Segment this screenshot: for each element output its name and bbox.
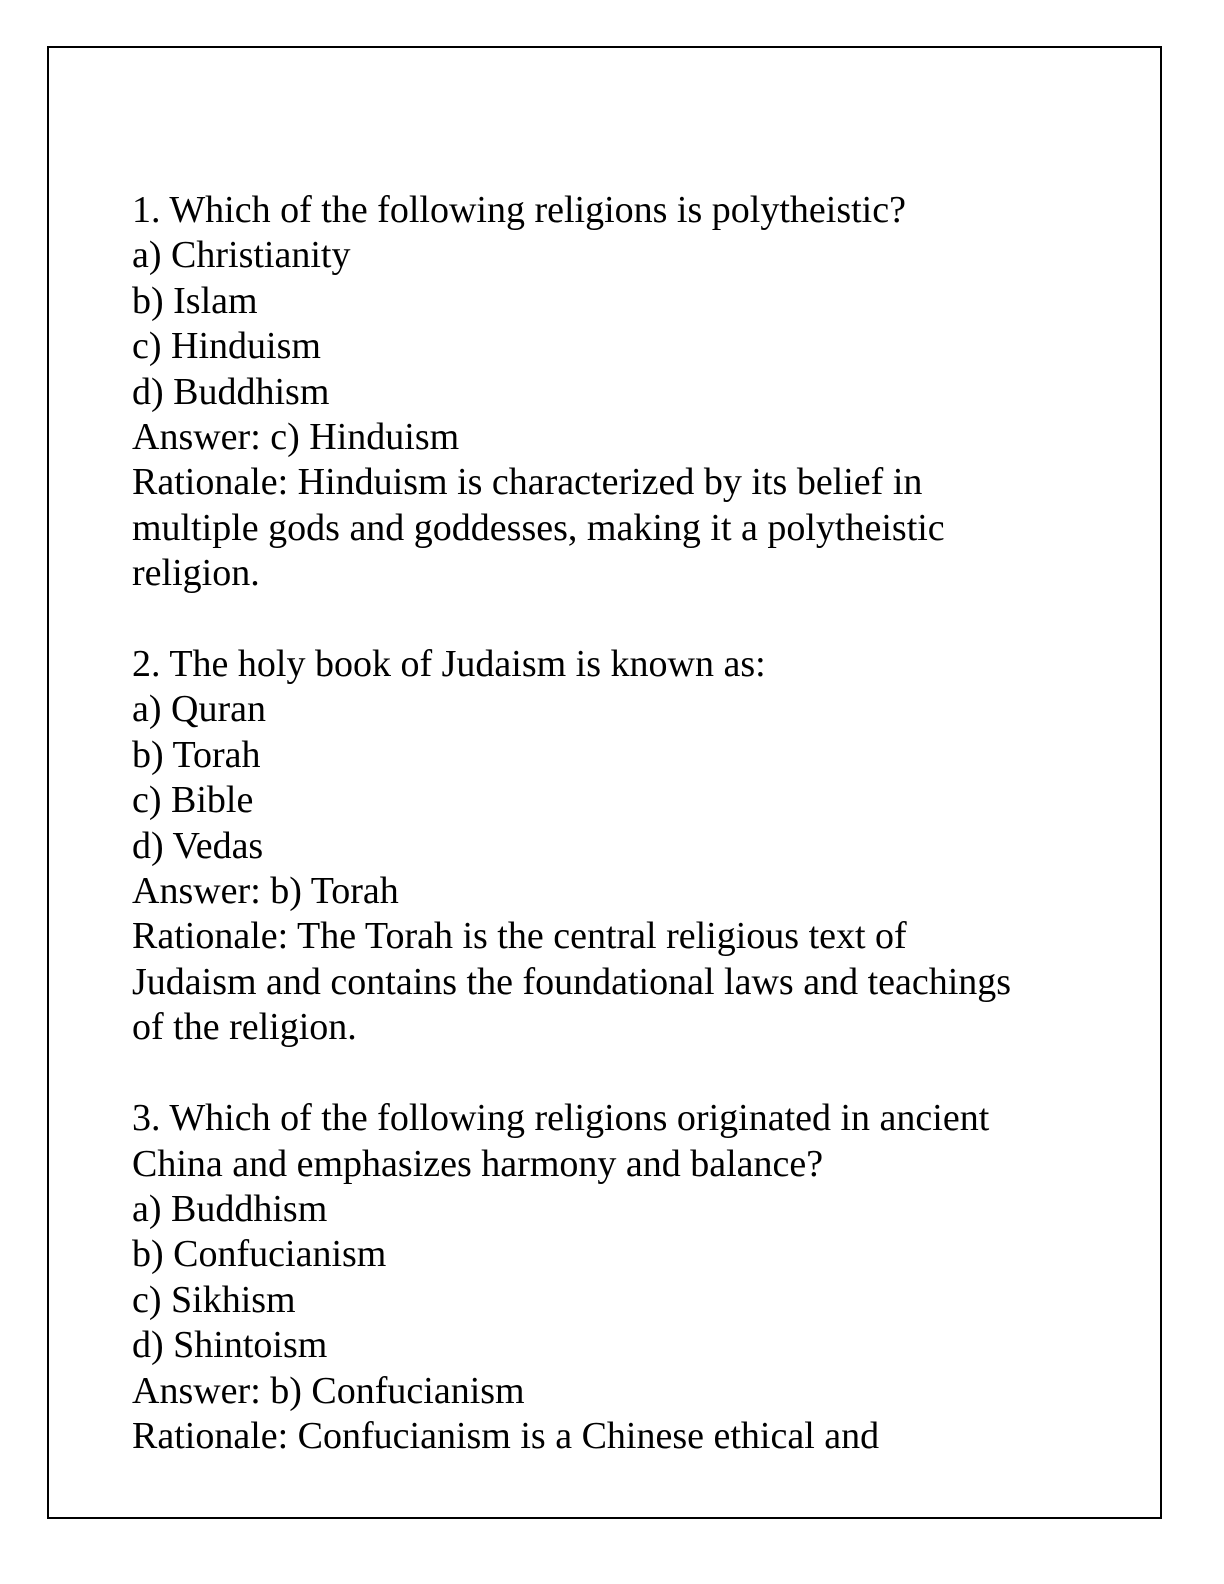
option-a: a) Quran <box>132 688 266 731</box>
option-a: a) Christianity <box>132 234 351 277</box>
option-a: a) Buddhism <box>132 1187 328 1230</box>
option-b: b) Torah <box>132 733 261 776</box>
question-text: 1. Which of the following religions is polytheistic? <box>132 189 906 231</box>
rationale-line-1: Rationale: Confucianism is a Chinese ethical and <box>132 1414 880 1457</box>
option-b: b) Confucianism <box>132 1233 387 1276</box>
paragraph-gap <box>132 597 1092 642</box>
option-d: d) Vedas <box>132 824 264 867</box>
rationale-line-2: multiple gods and goddesses, making it a polytheistic <box>132 506 945 549</box>
answer-text: Answer: b) Confucianism <box>132 1369 525 1412</box>
question-block-1 <box>132 188 1092 597</box>
option-c: c) Sikhism <box>132 1278 296 1321</box>
answer-text: Answer: b) Torah <box>132 870 399 913</box>
question-block-2 <box>132 642 1092 1051</box>
answer-text: Answer: c) Hinduism <box>132 416 460 459</box>
option-d: d) Buddhism <box>132 370 330 413</box>
option-b: b) Islam <box>132 279 258 322</box>
question-text-line-1: 3. Which of the following religions originated in ancient <box>132 1097 990 1140</box>
paragraph-gap <box>132 1051 1092 1096</box>
rationale-line-1: Rationale: Hinduism is characterized by its belief in <box>132 461 923 504</box>
rationale-line-2: Judaism and contains the foundational laws and teachings <box>132 960 1012 1003</box>
option-c: c) Bible <box>132 779 254 822</box>
option-c: c) Hinduism <box>132 325 321 368</box>
question-text: 2. The holy book of Judaism is known as: <box>132 643 766 686</box>
rationale-line-3: religion. <box>132 552 260 595</box>
option-d: d) Shintoism <box>132 1324 328 1367</box>
rationale-line-3: of the religion. <box>132 1006 357 1049</box>
question-block-3 <box>132 1096 1092 1459</box>
rationale-line-1: Rationale: The Torah is the central religious text of <box>132 915 907 958</box>
question-text-line-2: China and emphasizes harmony and balance? <box>132 1142 824 1185</box>
document-body <box>132 188 1092 1459</box>
